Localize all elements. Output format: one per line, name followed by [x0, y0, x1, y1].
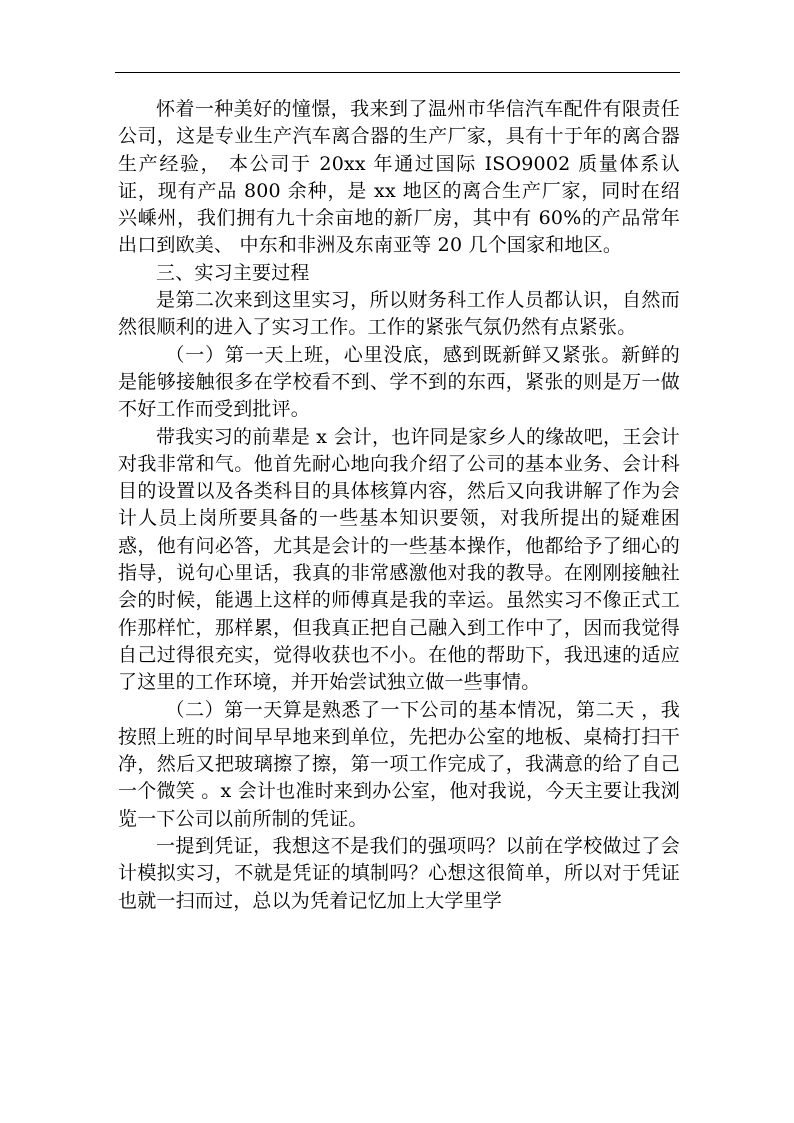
paragraph-second-visit: 是第二次来到这里实习，所以财务科工作人员都认识，自然而然很顺利的进入了实习工作。工作的紧张气氛仍然有点紧张。: [118, 289, 680, 339]
paragraph-vouchers: 一提到凭证，我想这不是我们的强项吗？以前在学校做过了会计模拟实习，不就是凭证的填制吗？心想这很简单，所以对于凭证也就一扫而过，总以为凭着记忆加上大学里学: [118, 835, 680, 912]
paragraph-company-intro: 怀着一种美好的憧憬，我来到了温州市华信汽车配件有限责任公司，这是专业生产汽车离合器的生产厂家，具有十于年的离合器生产经验， 本公司于 20xx 年通过国际 ISO9002 质量体系认证，现有产品 800 余种，是 xx 地区的离合生产厂家，同时在绍兴嵊州，我们拥有九十余亩地的新厂房，其中有 60%的产品常年出口到欧美、 中东和非洲及东南亚等 20 几个国家和地区。: [118, 98, 680, 257]
document-body: [118, 96, 680, 915]
section-heading-internship-process: 三、实习主要过程: [156, 261, 310, 284]
header-rule: [115, 72, 680, 73]
paragraph-second-day: （二）第一天算是熟悉了一下公司的基本情况，第二天 ，我按照上班的时间早早地来到单位，先把办公室的地板、桌椅打扫干净，然后又把玻璃擦了擦，第一项工作完成了，我满意的给了自己一个微笑 。x 会计也准时来到办公室，他对我说，今天主要让我浏览一下公司以前所制的凭证。: [118, 698, 680, 830]
paragraph-first-day: （一）第一天上班，心里没底，感到既新鲜又紧张。新鲜的是能够接触很多在学校看不到、学不到的东西，紧张的则是万一做不好工作而受到批评。: [118, 343, 680, 421]
paragraph-mentor: 带我实习的前辈是 x 会计，也许同是家乡人的缘故吧，王会计对我非常和气。他首先耐心地向我介绍了公司的基本业务、会计科目的设置以及各类科目的具体核算内容，然后又向我讲解了作为会计人员上岗所要具备的一些基本知识要领，对我所提出的疑难困惑，他有问必答，尤其是会计的一些基本操作，他都给予了细心的指导，说句心里话，我真的非常感激他对我的教导。在刚刚接触社会的时候，能遇上这样的师傅真是我的幸运。虽然实习不像正式工作那样忙，那样累，但我真正把自己融入到工作中了，因而我觉得自己过得很充实，觉得收获也不小。在他的帮助下，我迅速的适应了这里的工作环境，并开始尝试独立做一些事情。: [118, 425, 680, 694]
